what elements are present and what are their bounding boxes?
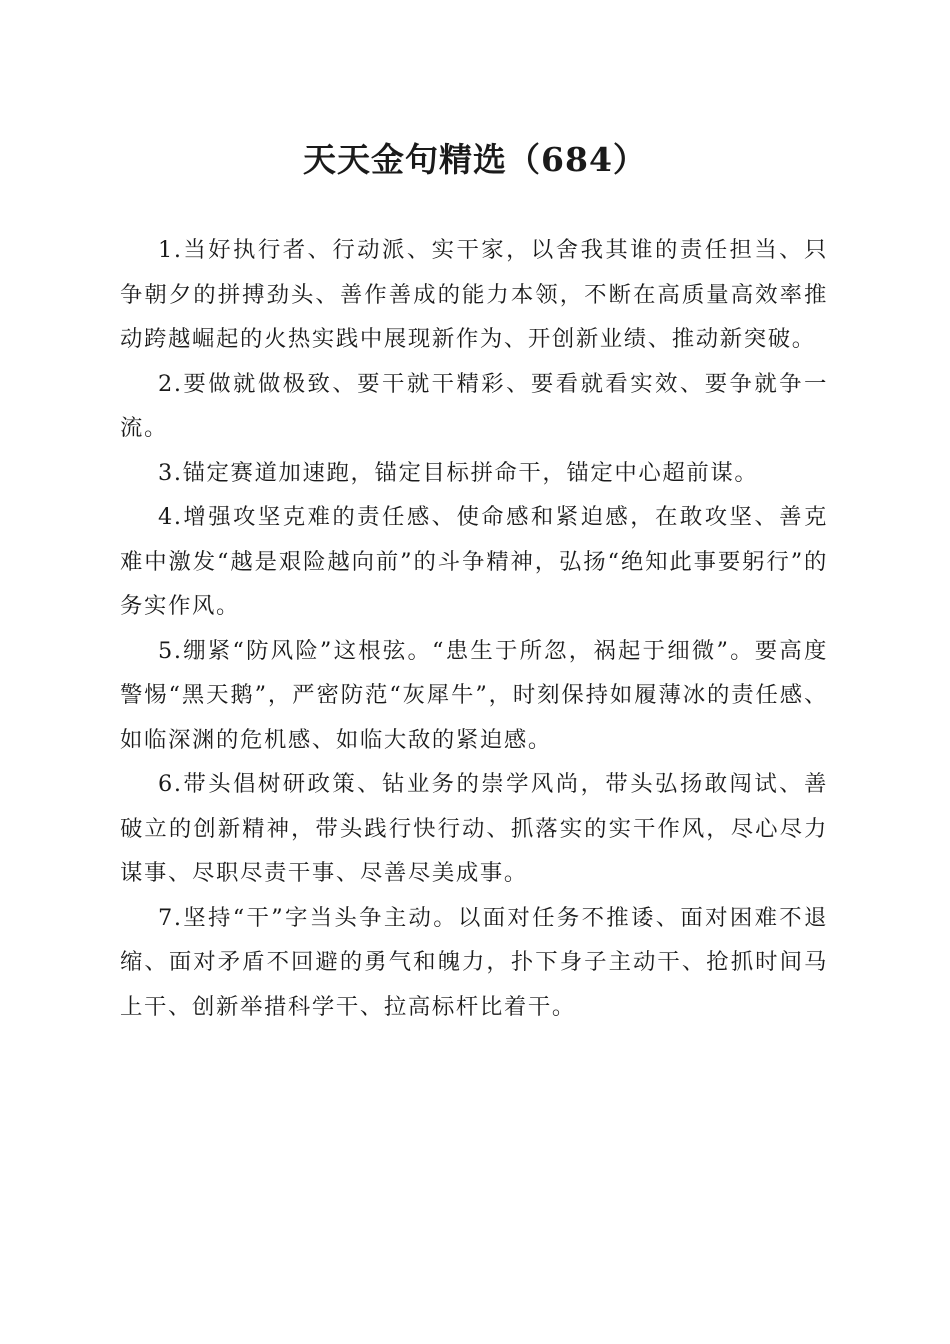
paragraph-1: 1.当好执行者、行动派、实干家，以舍我其谁的责任担当、只争朝夕的拼搏劲头、善作善成的能力本领，不断在高质量高效率推动跨越崛起的火热实践中展现新作为、开创新业绩、推动新突破。 xyxy=(120,237,828,352)
paragraph-3: 3.锚定赛道加速跑，锚定目标拼命干，锚定中心超前谋。 xyxy=(158,459,759,486)
paragraph-6: 6.带头倡树研政策、钻业务的崇学风尚，带头弘扬敢闯试、善破立的创新精神，带头践行快行动、抓落实的实干作风，尽心尽力谋事、尽职尽责干事、尽善尽美成事。 xyxy=(120,771,828,886)
paragraph-7: 7.坚持“干”字当头争主动。以面对任务不推诿、面对困难不退缩、面对矛盾不回避的勇气和魄力，扑下身子主动干、抢抓时间马上干、创新举措科学干、拉高标杆比着干。 xyxy=(120,904,828,1020)
document-title: 天天金句精选（684） xyxy=(303,140,647,179)
paragraph-2: 2.要做就做极致、要干就干精彩、要看就看实效、要争就争一流。 xyxy=(120,370,828,441)
document-body xyxy=(120,228,828,1029)
paragraph-5: 5.绷紧“防风险”这根弦。“患生于所忽，祸起于细微”。要高度警惕“黑天鹅”，严密防范“灰犀牛”，时刻保持如履薄冰的责任感、如临深渊的危机感、如临大敌的紧迫感。 xyxy=(120,637,828,753)
paragraph-4: 4.增强攻坚克难的责任感、使命感和紧迫感，在敢攻坚、善克难中激发“越是艰险越向前”的斗争精神，弘扬“绝知此事要躬行”的务实作风。 xyxy=(120,504,828,619)
